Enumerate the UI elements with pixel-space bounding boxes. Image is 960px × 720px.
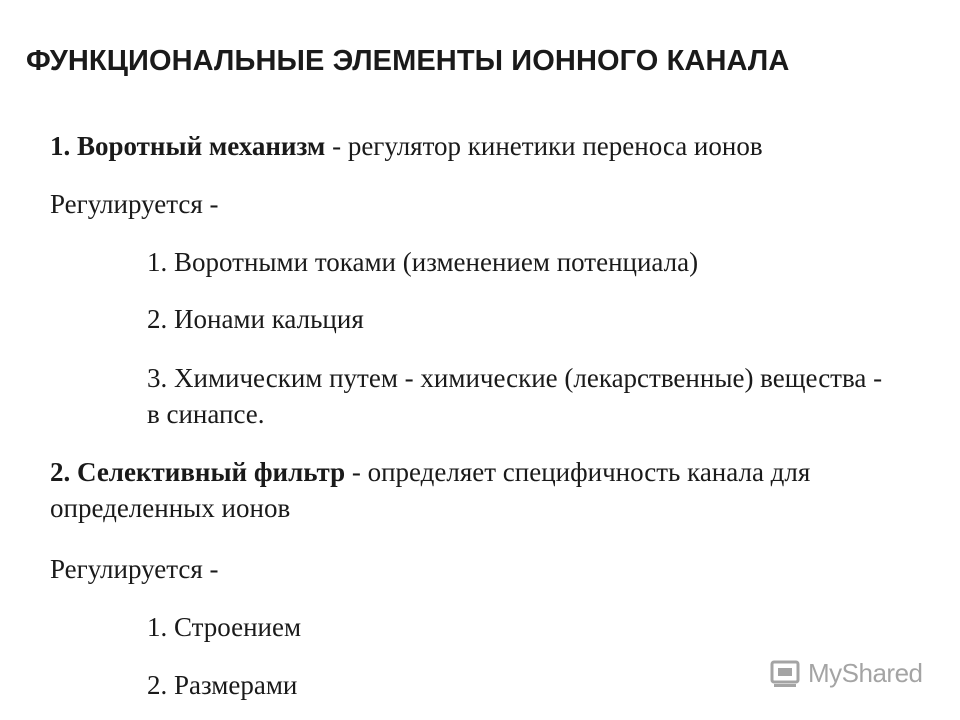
page-title: ФУНКЦИОНАЛЬНЫЕ ЭЛЕМЕНТЫ ИОННОГО КАНАЛА [26,45,790,77]
watermark [768,656,923,690]
section-2-item-1: 1. Строением [147,612,302,642]
section-1-description: - регулятор кинетики переноса ионов [325,131,763,161]
section-1-item-1: 1. Воротными токами (изменением потенциала) [147,247,699,277]
section-1-item-2: 2. Ионами кальция [147,304,364,334]
mortarboard-icon [768,656,802,690]
section-1-header [50,128,763,164]
section-2-description: - определяет специфичность канала для определенных ионов [50,457,811,523]
section-1-heading: 1. Воротный механизм [50,131,326,161]
section-1-regulated: Регулируется - [50,189,219,219]
section-2-header [50,454,910,526]
section-2-item-2: 2. Размерами [147,670,298,700]
section-1-item-3: 3. Химическим путем - химические (лекарственные) вещества - в синапсе. [147,363,883,429]
section-2-heading: 2. Селективный фильтр [50,457,346,487]
watermark-text: MyShared [808,657,923,688]
section-2-regulated: Регулируется - [50,554,219,584]
